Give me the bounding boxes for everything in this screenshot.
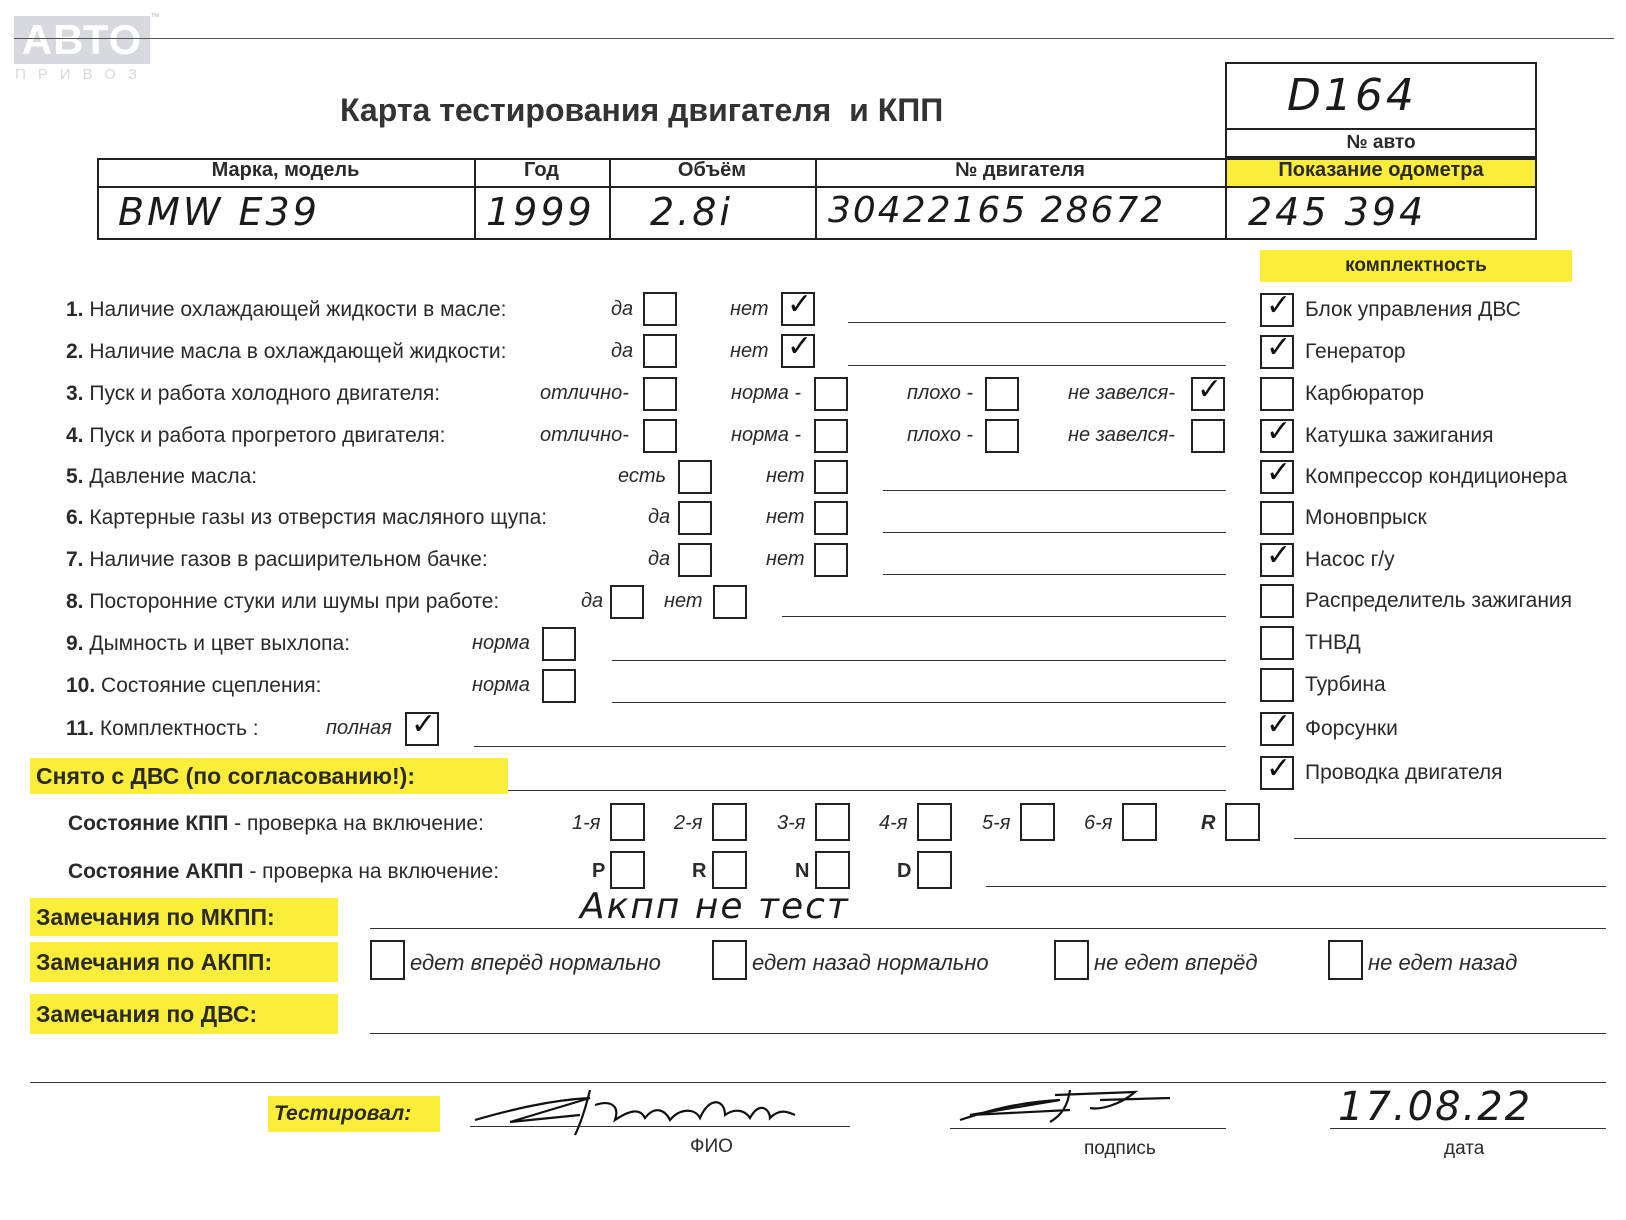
akpp-mode-label: R	[692, 860, 707, 882]
akpp-label	[68, 860, 499, 884]
value-year: 1999	[486, 190, 595, 234]
question-number: 11.	[66, 717, 95, 740]
akpp-remark-checkbox[interactable]	[1328, 940, 1363, 980]
question-11	[66, 717, 259, 741]
vehicle-table-divider	[97, 186, 1537, 188]
option-no-label: нет	[664, 590, 703, 612]
completeness-item: Насос г/у	[1305, 548, 1395, 571]
option-no-checkbox[interactable]	[814, 460, 848, 494]
completeness-checkbox[interactable]	[1260, 377, 1294, 411]
question-text: Пуск и работа холодного двигателя:	[89, 382, 441, 405]
akpp-remark-checkbox[interactable]	[370, 940, 405, 980]
question-number: 1.	[66, 298, 84, 321]
question-text: Пуск и работа прогретого двигателя:	[89, 424, 446, 447]
completeness-item: Катушка зажигания	[1305, 424, 1494, 447]
question-text: Наличие охлаждающей жидкости в масле:	[89, 298, 507, 321]
gear-label: R	[1201, 812, 1216, 834]
kpp-label	[68, 812, 484, 836]
option-yes-label: да	[611, 298, 634, 320]
option-excellent-label: отлично-	[540, 424, 629, 446]
kpp-label-rest: - проверка на включение:	[228, 812, 484, 835]
completeness-item: Турбина	[1305, 673, 1386, 696]
option-normal-checkbox[interactable]	[814, 377, 848, 411]
question-number: 2.	[66, 340, 84, 363]
removed-line	[508, 790, 1226, 791]
question-1	[66, 298, 506, 322]
answer-line	[612, 660, 1226, 661]
gear-checkbox[interactable]	[1225, 803, 1260, 841]
question-number: 5.	[66, 465, 84, 488]
question-2	[66, 340, 506, 364]
akpp-label-bold: Состояние АКПП	[68, 860, 244, 883]
option-normal-checkbox[interactable]	[542, 669, 576, 703]
option-normal-label: норма	[472, 632, 530, 654]
tested-by-label: Тестировал:	[268, 1096, 440, 1132]
akpp-mode-checkbox[interactable]	[917, 851, 952, 889]
option-full-checkbox[interactable]	[405, 707, 439, 746]
check-mark-icon: ✓	[787, 287, 813, 322]
gear-label: 4-я	[879, 812, 908, 834]
option-no-checkbox[interactable]	[814, 501, 848, 535]
option-excellent-checkbox[interactable]	[643, 377, 677, 411]
check-mark-icon: ✓	[1266, 455, 1292, 490]
completeness-checkbox[interactable]	[1260, 538, 1294, 577]
header-odometer: Показание одометра	[1278, 159, 1484, 181]
akpp-remark-checkbox[interactable]	[1054, 940, 1089, 980]
value-engine-no: 30422165 28672	[828, 190, 1166, 231]
answer-line	[883, 574, 1226, 575]
completeness-checkbox[interactable]	[1260, 455, 1294, 494]
date-value: 17.08.22	[1338, 1084, 1533, 1130]
check-mark-icon: ✓	[1266, 330, 1292, 365]
check-mark-icon: ✓	[1266, 288, 1292, 323]
question-number: 9.	[66, 632, 84, 655]
option-bad-checkbox[interactable]	[985, 419, 1019, 453]
option-no-checkbox[interactable]	[713, 585, 747, 619]
fio-handwriting	[470, 1080, 830, 1140]
gear-label: 6-я	[1084, 812, 1113, 834]
header-year: Год	[524, 159, 559, 181]
akpp-remarks-label: Замечания по АКПП:	[30, 942, 338, 982]
auto-number-value: D164	[1287, 70, 1417, 121]
akpp-remark-option: едет вперёд нормально	[410, 950, 661, 975]
option-yes-label: да	[648, 506, 671, 528]
option-not-started-checkbox[interactable]	[1191, 372, 1225, 411]
date-line	[1330, 1128, 1606, 1129]
completeness-checkbox[interactable]	[1260, 414, 1294, 453]
option-bad-label: плохо -	[907, 424, 974, 446]
option-yes-label: да	[648, 548, 671, 570]
option-bad-label: плохо -	[907, 382, 974, 404]
gear-checkbox[interactable]	[610, 803, 645, 841]
signature-line	[950, 1128, 1226, 1129]
answer-line	[883, 532, 1226, 533]
check-mark-icon: ✓	[787, 329, 813, 364]
akpp-mode-checkbox[interactable]	[712, 851, 747, 889]
completeness-checkbox[interactable]	[1260, 668, 1294, 702]
completeness-item: Распределитель зажигания	[1305, 589, 1573, 612]
completeness-item: Моновпрыск	[1305, 506, 1427, 529]
completeness-checkbox[interactable]	[1260, 288, 1294, 327]
question-text: Картерные газы из отверстия масляного щупа:	[89, 506, 548, 529]
akpp-remark-option: едет назад нормально	[752, 950, 989, 975]
logo-tm: ™	[150, 12, 160, 23]
option-not-started-label: не завелся-	[1068, 424, 1175, 446]
completeness-item: ТНВД	[1305, 631, 1361, 654]
header-model: Марка, модель	[211, 159, 360, 181]
mkpp-remarks-value: Акпп не тест	[580, 886, 850, 927]
option-yes-checkbox[interactable]	[678, 501, 712, 535]
option-normal-checkbox[interactable]	[814, 419, 848, 453]
value-odometer: 245 394	[1248, 190, 1427, 234]
mkpp-remarks-line	[370, 928, 1606, 929]
completeness-checkbox[interactable]	[1260, 501, 1294, 535]
question-number: 10.	[66, 674, 96, 697]
answer-line	[848, 322, 1226, 323]
completeness-header: комплектность	[1260, 250, 1572, 282]
option-exists-label: есть	[618, 465, 667, 487]
question-7	[66, 548, 488, 572]
engine-remarks-label: Замечания по ДВС:	[30, 994, 338, 1034]
completeness-checkbox[interactable]	[1260, 751, 1294, 790]
option-no-checkbox[interactable]	[781, 287, 815, 326]
question-4	[66, 424, 446, 448]
question-text: Дымность и цвет выхлопа:	[89, 632, 351, 655]
fio-label: ФИО	[690, 1136, 733, 1157]
question-number: 8.	[66, 590, 84, 613]
akpp-label-rest: - проверка на включение:	[243, 860, 500, 883]
gear-label: 3-я	[777, 812, 806, 834]
completeness-checkbox[interactable]	[1260, 330, 1294, 369]
question-10	[66, 674, 321, 698]
answer-line	[848, 365, 1226, 366]
gear-label: 2-я	[674, 812, 703, 834]
question-text: Наличие масла в охлаждающей жидкости:	[89, 340, 507, 363]
check-mark-icon: ✓	[1266, 751, 1292, 786]
question-text: Давление масла:	[89, 465, 258, 488]
question-5	[66, 465, 257, 489]
akpp-mode-label: P	[592, 860, 606, 882]
answer-line	[782, 616, 1226, 617]
date-label: дата	[1444, 1138, 1485, 1159]
check-mark-icon: ✓	[1266, 414, 1292, 449]
option-no-checkbox[interactable]	[781, 329, 815, 368]
option-no-label: нет	[730, 298, 769, 320]
option-normal-label: норма	[472, 674, 530, 696]
gear-checkbox[interactable]	[917, 803, 952, 841]
option-excellent-label: отлично-	[540, 382, 629, 404]
question-text: Комплектность :	[99, 717, 259, 740]
completeness-item: Компрессор кондиционера	[1305, 465, 1568, 488]
logo	[14, 16, 150, 64]
kpp-line	[1294, 838, 1606, 839]
option-not-started-label: не завелся-	[1068, 382, 1175, 404]
option-full-label: полная	[326, 717, 392, 739]
option-bad-checkbox[interactable]	[985, 377, 1019, 411]
signature-label: подпись	[1084, 1138, 1156, 1159]
question-number: 4.	[66, 424, 84, 447]
option-excellent-checkbox[interactable]	[643, 419, 677, 453]
option-no-label: нет	[730, 340, 769, 362]
header-engine-no: № двигателя	[955, 159, 1085, 181]
question-text: Посторонние стуки или шумы при работе:	[89, 590, 500, 613]
akpp-remark-option: не едет назад	[1368, 950, 1518, 975]
option-yes-label: да	[581, 590, 604, 612]
logo-main: АВТО	[21, 16, 143, 63]
option-yes-label: да	[611, 340, 634, 362]
option-no-label: нет	[766, 506, 805, 528]
answer-line	[474, 746, 1226, 747]
answer-line	[612, 702, 1226, 703]
option-normal-label: норма -	[731, 424, 802, 446]
mkpp-remarks-label: Замечания по МКПП:	[30, 898, 338, 936]
gear-checkbox[interactable]	[1122, 803, 1157, 841]
akpp-mode-label: N	[795, 860, 810, 882]
option-yes-checkbox[interactable]	[643, 292, 677, 326]
question-text: Наличие газов в расширительном бачке:	[89, 548, 488, 571]
akpp-mode-label: D	[897, 860, 912, 882]
gear-label: 1-я	[572, 812, 601, 834]
engine-remarks-line	[370, 1033, 1606, 1034]
completeness-item: Блок управления ДВС	[1305, 298, 1521, 321]
akpp-remark-checkbox[interactable]	[712, 940, 747, 980]
auto-number-box	[1225, 62, 1537, 130]
option-yes-checkbox[interactable]	[643, 334, 677, 368]
option-not-started-checkbox[interactable]	[1191, 419, 1225, 453]
answer-line	[883, 490, 1226, 491]
value-model: BMW E39	[118, 190, 320, 234]
header-volume: Объём	[677, 159, 747, 181]
check-mark-icon: ✓	[411, 707, 437, 742]
gear-checkbox[interactable]	[712, 803, 747, 841]
gear-checkbox[interactable]	[1020, 803, 1055, 841]
question-6	[66, 506, 547, 530]
question-text: Состояние сцепления:	[101, 674, 322, 697]
option-no-label: нет	[766, 465, 805, 487]
check-mark-icon: ✓	[1266, 538, 1292, 573]
option-exists-checkbox[interactable]	[678, 460, 712, 494]
completeness-item: Генератор	[1305, 340, 1406, 363]
removed-label: Снято с ДВС (по согласованию!):	[30, 758, 508, 794]
top-rule	[14, 38, 1614, 39]
question-9	[66, 632, 350, 656]
auto-number-label: № авто	[1225, 128, 1537, 158]
completeness-item: Форсунки	[1305, 717, 1398, 740]
akpp-mode-checkbox[interactable]	[610, 851, 645, 889]
check-mark-icon: ✓	[1197, 372, 1223, 407]
option-normal-checkbox[interactable]	[542, 627, 576, 661]
question-number: 3.	[66, 382, 84, 405]
option-normal-label: норма -	[731, 382, 802, 404]
akpp-mode-checkbox[interactable]	[815, 851, 850, 889]
question-8	[66, 590, 499, 614]
gear-checkbox[interactable]	[815, 803, 850, 841]
completeness-checkbox[interactable]	[1260, 707, 1294, 746]
logo-subtitle: ПРИВОЗ	[15, 66, 149, 83]
fio-line	[470, 1126, 850, 1127]
question-number: 7.	[66, 548, 84, 571]
completeness-checkbox[interactable]	[1260, 584, 1294, 618]
completeness-item: Проводка двигателя	[1305, 761, 1503, 784]
akpp-line	[986, 886, 1606, 887]
value-volume: 2.8i	[650, 190, 733, 234]
signature	[950, 1080, 1180, 1130]
option-yes-checkbox[interactable]	[678, 543, 712, 577]
kpp-label-bold: Состояние КПП	[68, 812, 229, 835]
akpp-remark-option: не едет вперёд	[1094, 950, 1258, 975]
option-no-label: нет	[766, 548, 805, 570]
gear-label: 5-я	[982, 812, 1011, 834]
page-title: Карта тестирования двигателя и КПП	[340, 92, 944, 128]
check-mark-icon: ✓	[1266, 707, 1292, 742]
question-3	[66, 382, 440, 406]
option-no-checkbox[interactable]	[814, 543, 848, 577]
question-number: 6.	[66, 506, 84, 529]
completeness-item: Карбюратор	[1305, 382, 1425, 405]
completeness-checkbox[interactable]	[1260, 626, 1294, 660]
option-yes-checkbox[interactable]	[610, 585, 644, 619]
